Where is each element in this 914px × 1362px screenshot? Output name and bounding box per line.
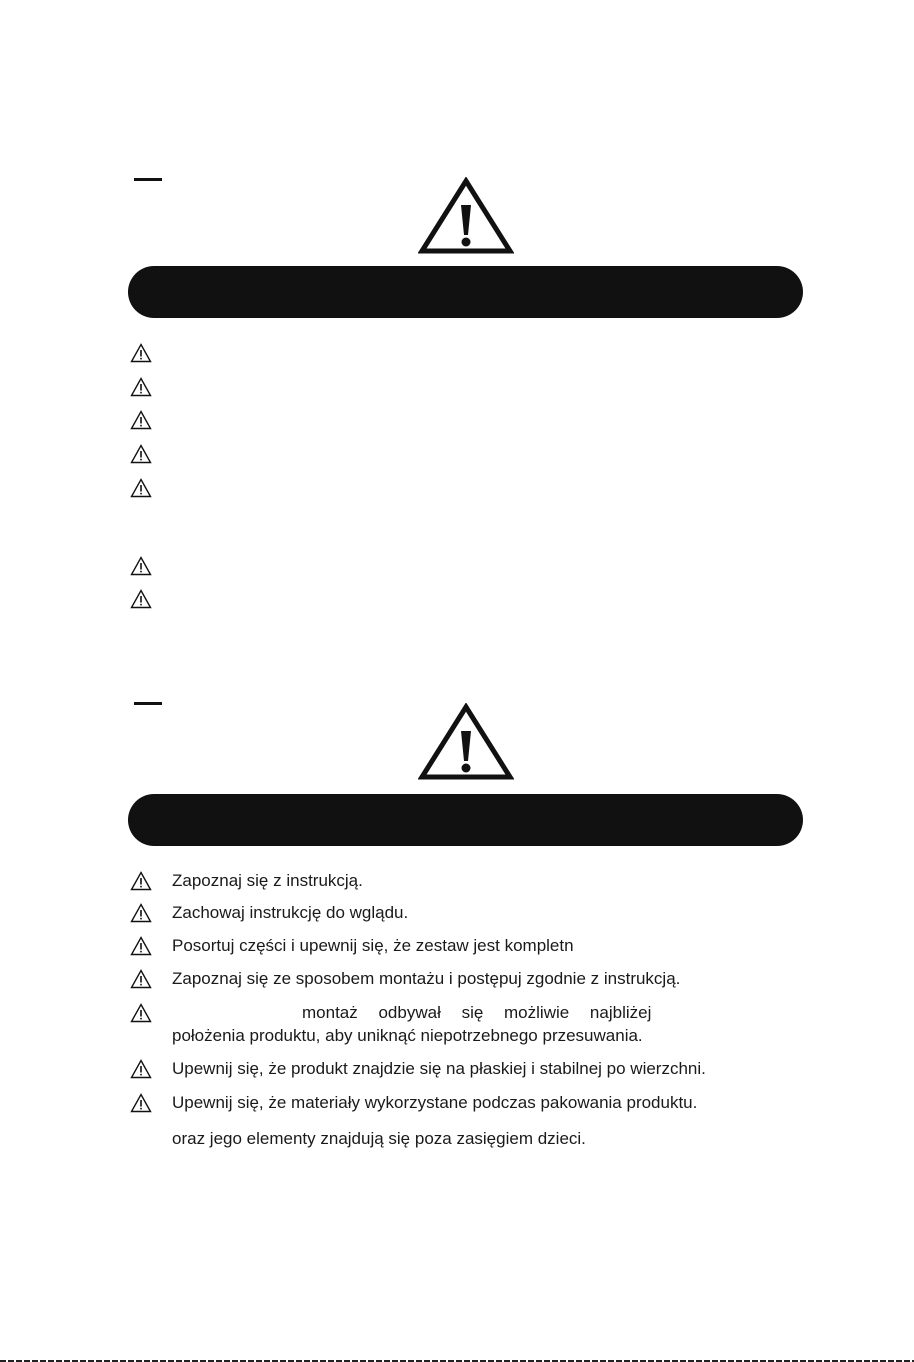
small-warning-icon <box>130 936 152 956</box>
small-warning-icon <box>130 969 152 989</box>
warning-triangle-icon <box>418 177 514 255</box>
instruction-text: Upewnij się, że produkt znajdzie się na płaskiej i stabilnej po wierzchni. <box>172 1059 706 1078</box>
small-warning-icon <box>130 1059 152 1079</box>
instruction-text: Zapoznaj się z instrukcją. <box>172 871 363 890</box>
small-warning-icon <box>130 343 152 363</box>
instruction-text: Upewnij się, że materiały wykorzystane podczas pakowania produktu. <box>172 1093 698 1112</box>
instruction-text: Posortuj części i upewnij się, że zestaw jest kompletn <box>172 936 574 955</box>
instruction-text: montaż odbywał się możliwie najbliżej <box>302 1003 652 1022</box>
section-2-banner <box>128 794 803 846</box>
small-warning-icon <box>130 1003 152 1023</box>
small-warning-icon <box>130 871 152 891</box>
warning-triangle-icon <box>418 703 514 781</box>
small-warning-icon <box>130 1093 152 1113</box>
section-1-banner <box>128 266 803 318</box>
instruction-text: Zapoznaj się ze sposobem montażu i postępuj zgodnie z instrukcją. <box>172 969 681 988</box>
small-warning-icon <box>130 903 152 923</box>
instruction-continuation: oraz jego elementy znajdują się poza zasięgiem dzieci. <box>172 1129 586 1148</box>
small-warning-icon <box>130 410 152 430</box>
section-1-dash <box>134 178 162 181</box>
small-warning-icon <box>130 377 152 397</box>
small-warning-icon <box>130 589 152 609</box>
instruction-text-line2: położenia produktu, aby uniknąć niepotrzebnego przesuwania. <box>172 1026 643 1045</box>
instruction-text: Zachowaj instrukcję do wglądu. <box>172 903 409 922</box>
small-warning-icon <box>130 556 152 576</box>
small-warning-icon <box>130 444 152 464</box>
small-warning-icon <box>130 478 152 498</box>
section-2-dash <box>134 702 162 705</box>
